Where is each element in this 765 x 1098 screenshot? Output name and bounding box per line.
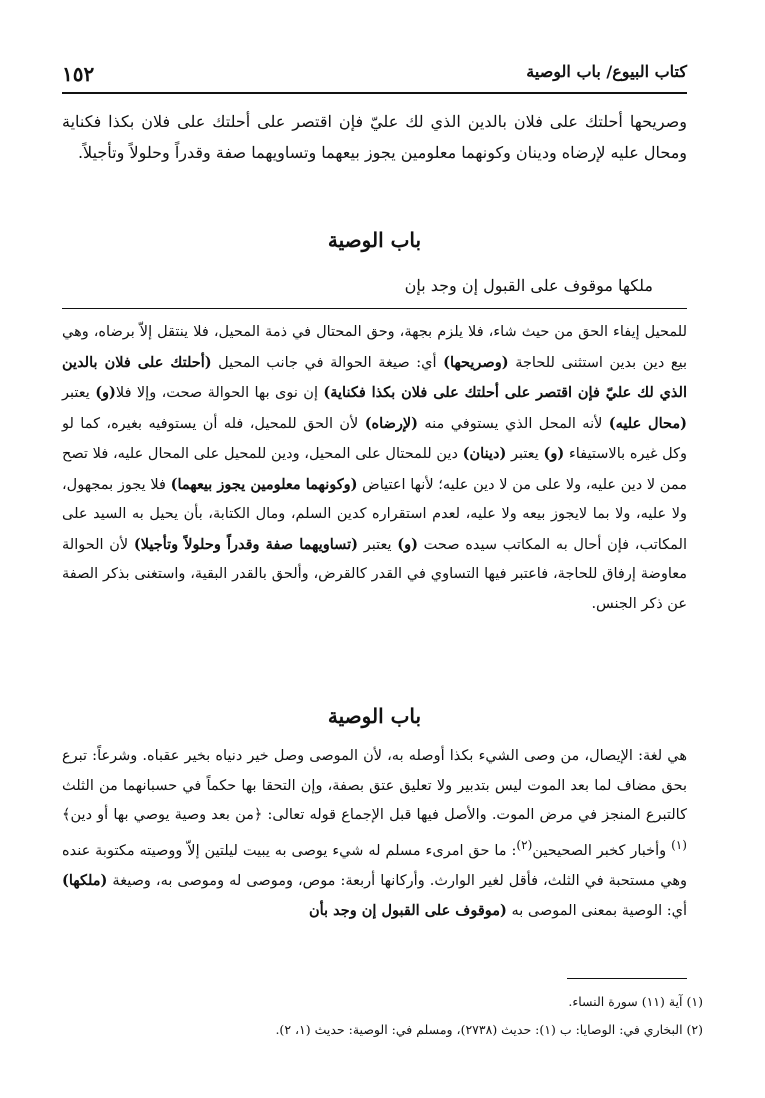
quoted-matn: (موقوف على القبول إن وجد بأن — [308, 902, 507, 920]
commentary-text: لأن الحوالة معاوضة إرفاق للحاجة، فاعتبر فيها التساوي في القدر كالقرض، وألحق بالقدر البقية، واستغنى بذكر الصفة عن ذكر الجنس. — [62, 536, 687, 612]
quoted-matn: (و) — [95, 384, 116, 401]
quoted-matn: (وصريحها) — [443, 353, 509, 371]
footnote-rule — [567, 978, 687, 979]
commentary-text: وأخبار كخبر الصحيحين — [532, 842, 672, 859]
chapter-heading-matn: باب الوصية — [327, 228, 422, 252]
footnote-ref: (١) — [671, 837, 687, 852]
commentary-text: أي: الوصية بمعنى الموصى به — [506, 903, 687, 920]
commentary-text: : ما حق امرىء مسلم له شيء يوصى به يبيت ليلتين إلاّ ووصيته مكتوبة عنده وهي مستحبة في الثلث، فأقل لغير الوارث. وأركانها أربعة: موص، وموصى له وموصى به، وصيغة — [62, 842, 687, 889]
quoted-matn: (محال عليه) — [608, 414, 687, 432]
chapter-heading-commentary: باب الوصية — [327, 704, 422, 728]
footnote-1: (١) آية (١١) سورة النساء. — [568, 994, 703, 1009]
commentary-text: يعتبر — [358, 536, 398, 553]
footnotes — [62, 988, 703, 1044]
commentary-text: يعتبر — [62, 385, 96, 401]
commentary-text: لأنه المحل الذي يستوفي منه — [418, 415, 609, 432]
commentary-text: فلا يجوز بمجهول، ولا عليه، ولا بما لايجوز بيعه ولا عليه، لعدم استقراره كدين السلم، ومال الكتابة، بأن يحيل به السيد على المكاتب، فإن أحال به المكاتب سيده صحت — [62, 476, 687, 553]
matn-text-intro: وصريحها أحلتك على فلان بالدين الذي لك عليّ فإن اقتصر على أحلتك على فلان بكذا فكناية ومحال عليه لإرضاه ودينان وكونهما معلومين يجوز بيعهما وتساويهما صفة وقدراً وحلولاً وتأجيلاً. — [62, 112, 687, 162]
header-rule — [62, 92, 687, 94]
page-number: ١٥٢ — [62, 62, 95, 86]
quoted-matn: (و) — [543, 445, 565, 462]
quoted-matn: (وكونهما معلومين يجوز بيعهما) — [170, 475, 358, 493]
commentary-text: لأن الحق للمحيل، فله أن يستوفيه بغيره، كما لو وكل غيره بالاستيفاء — [62, 415, 687, 462]
quoted-matn: (ملكها) — [62, 871, 108, 889]
footnote-2: (٢) البخاري في: الوصايا: ب (١): حديث (٢٧٣٨)، ومسلم في: الوصية: حديث (١، ٢). — [275, 1022, 703, 1037]
quoted-matn: (لإرضاه) — [364, 414, 419, 432]
commentary-text: إن نوى بها الحوالة صحت، وإلا فلا — [115, 385, 324, 401]
quoted-matn: (و) — [397, 535, 418, 553]
commentary-text: دين للمحتال على المحيل، ودين للمحيل على المحال عليه، فلا تصح ممن لا دين عليه، ولا على من لا دين عليه؛ لأنها اعتياض — [62, 446, 687, 493]
commentary-text: للمحيل إيفاء الحق من حيث شاء، فلا يلزم بجهة، وحق المحتال في ذمة المحيل، فلا ينتقل إلاّ برضاه، وهي بيع دين بدين استثنى للحاجة — [62, 324, 687, 371]
commentary-text: هي لغة: الإيصال، من وصى الشيء بكذا أوصله به، لأن الموصى وصل خير دنياه بخير عقباه. وشرعاً: تبرع بحق مضاف لما بعد الموت ليس بتدبير ولا تعليق عتق بصفة، وإن التحقا بها حكماً في حسبانهما من الثلث كالتبرع المنجز في مرض الموت. والأصل فيها قبل الإجماع قوله تعالى: ﴿من بعد وصية يوصي بها أو دين﴾ — [62, 748, 687, 823]
quoted-matn: (أحلتك على فلان بالدين الذي لك عليّ فإن اقتصر على أحلتك على فلان بكذا فكناية) — [62, 353, 687, 401]
quoted-matn: (دينان) — [462, 445, 507, 462]
commentary-paragraph-hawala — [62, 318, 687, 619]
header-title: كتاب البيوع/ باب الوصية — [526, 62, 687, 81]
commentary-text: أي: صيغة الحوالة في جانب المحيل — [211, 354, 444, 371]
matn-sharh-divider — [62, 308, 687, 309]
matn-text-bab: ملكها موقوف على القبول إن وجد بإن — [404, 276, 653, 295]
quoted-matn: (تساويهما صفة وقدراً وحلولاً وتأجيلا) — [133, 535, 359, 553]
commentary-paragraph-wasiyya — [62, 742, 687, 927]
running-header — [62, 62, 687, 88]
commentary-text: يعتبر — [506, 446, 544, 462]
footnote-ref: (٢) — [516, 837, 533, 852]
